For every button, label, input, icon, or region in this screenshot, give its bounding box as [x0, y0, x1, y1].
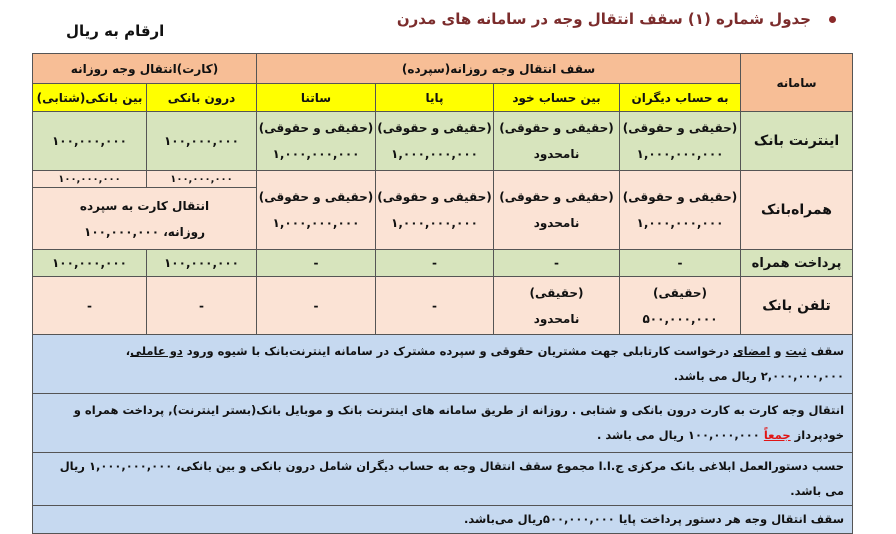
- cell-type: (حقیقی و حقوقی): [258, 121, 374, 135]
- cell-inter-bank: -: [33, 277, 147, 335]
- note-text: و: [770, 344, 786, 358]
- note-3: حسب دستورالعمل ابلاغی بانک مرکزی ج.ا.ا مجموع سقف انتقال وجه به حساب دیگران شامل درون بانکی و بین بانکی، ۱,۰۰۰,۰۰۰,۰۰۰ ریال می باشد.: [33, 453, 853, 506]
- note-text: ، ۲,۰۰۰,۰۰۰,۰۰۰ ریال می باشد.: [125, 344, 845, 383]
- page-title: [397, 10, 836, 28]
- header-to-others: به حساب دیگران: [620, 84, 741, 112]
- note-1: [33, 335, 853, 394]
- row-system: اینترنت بانک: [741, 112, 853, 171]
- header-system: سامانه: [741, 54, 853, 112]
- table-row-mobile-bank: [33, 171, 853, 188]
- cell-type: (حقیقی): [653, 285, 707, 300]
- row-system: همراه‌بانک: [741, 171, 853, 250]
- cell-value: ۱,۰۰۰,۰۰۰,۰۰۰: [391, 216, 478, 230]
- cell-type: (حقیقی و حقوقی): [499, 121, 614, 135]
- cell-intra-bank: ۱۰۰,۰۰۰,۰۰۰: [147, 171, 257, 188]
- note-highlight: جمعاً: [763, 428, 791, 442]
- cell-satna: -: [257, 277, 376, 335]
- cell-type: (حقیقی): [529, 285, 584, 300]
- cell-to-others: -: [620, 250, 741, 277]
- cell-type: (حقیقی و حقوقی): [622, 121, 738, 135]
- cell-value: ۱,۰۰۰,۰۰۰,۰۰۰: [272, 147, 360, 161]
- bullet-icon: [829, 16, 836, 23]
- table-row-telephone-bank: [33, 277, 853, 335]
- header-satna: ساتنا: [257, 84, 376, 112]
- table-row-mobile-payment: [33, 250, 853, 277]
- cell-satna: -: [257, 250, 376, 277]
- note-underlined: ثبت: [785, 344, 807, 358]
- header-between-own: بین حساب خود: [494, 84, 620, 112]
- cell-value: ۱,۰۰۰,۰۰۰,۰۰۰: [636, 147, 724, 161]
- row-system: تلفن بانک: [741, 277, 853, 335]
- note-4: سقف انتقال وجه هر دستور پرداخت پایا ۵۰۰,۰۰۰,۰۰۰ریال می‌باشد.: [33, 506, 853, 534]
- cell-intra-bank: ۱۰۰,۰۰۰,۰۰۰: [147, 250, 257, 277]
- cell-type: (حقیقی و حقوقی): [377, 121, 492, 135]
- cell-paya: -: [376, 250, 494, 277]
- row-system: پرداخت همراه: [741, 250, 853, 277]
- note-underlined: دو عاملی: [130, 344, 183, 358]
- cell-intra-bank: ۱۰۰,۰۰۰,۰۰۰: [147, 112, 257, 171]
- cell-to-others: [620, 171, 741, 250]
- header-inter-bank: بین بانکی(شتابی): [33, 84, 147, 112]
- units-label: ارقام به ریال: [66, 22, 165, 40]
- cell-paya: [376, 112, 494, 171]
- cell-satna: [257, 171, 376, 250]
- note-text: انتقال وجه کارت به کارت درون بانکی و شتابی . روزانه از طریق سامانه های اینترنت بانک و موبایل بانک(بستر اینترنت), پرداخت همراه و خودپرداز: [73, 403, 845, 442]
- cell-paya: -: [376, 277, 494, 335]
- cell-value: نامحدود: [533, 147, 580, 161]
- cell-between-own: [494, 171, 620, 250]
- cell-between-own: [494, 277, 620, 335]
- cell-value: ۵۰۰,۰۰۰,۰۰۰: [642, 311, 718, 326]
- cell-inter-bank: ۱۰۰,۰۰۰,۰۰۰: [33, 112, 147, 171]
- cell-paya: [376, 171, 494, 250]
- cell-card-to-deposit: [33, 188, 257, 250]
- cell-to-others: [620, 277, 741, 335]
- cell-type: (حقیقی و حقوقی): [499, 190, 614, 204]
- table-row-internet-bank: [33, 112, 853, 171]
- cell-inter-bank: ۱۰۰,۰۰۰,۰۰۰: [33, 250, 147, 277]
- note-underlined: امضای: [733, 344, 771, 358]
- cell-value: ۱,۰۰۰,۰۰۰,۰۰۰: [272, 216, 360, 230]
- note-text: ۱۰۰,۰۰۰,۰۰۰ ریال می باشد .: [596, 428, 764, 442]
- cell-value: نامحدود: [533, 311, 580, 326]
- note-text: درخواست کارتابلی جهت مشتریان حقوقی و سپرده مشترک در سامانه اینترنت‌بانک با شیوه ورود: [182, 344, 734, 358]
- cell-value: ۱,۰۰۰,۰۰۰,۰۰۰: [391, 147, 478, 161]
- cell-value: ۱,۰۰۰,۰۰۰,۰۰۰: [636, 216, 724, 230]
- cell-satna: [257, 112, 376, 171]
- card-to-deposit-label: انتقال کارت به سپرده: [79, 198, 210, 213]
- cell-type: (حقیقی و حقوقی): [258, 190, 374, 204]
- cell-inter-bank: ۱۰۰,۰۰۰,۰۰۰: [33, 171, 147, 188]
- header-deposit-group: سقف انتقال وجه روزانه(سپرده): [257, 54, 741, 84]
- note-2: [33, 394, 853, 453]
- cell-type: (حقیقی و حقوقی): [377, 190, 492, 204]
- header-intra-bank: درون بانکی: [147, 84, 257, 112]
- header-card-group: (کارت)انتقال وجه روزانه: [33, 54, 257, 84]
- cell-between-own: -: [494, 250, 620, 277]
- header-paya: پایا: [376, 84, 494, 112]
- cell-between-own: [494, 112, 620, 171]
- cell-value: نامحدود: [533, 216, 580, 230]
- note-text: سقف: [806, 344, 845, 358]
- cell-intra-bank: -: [147, 277, 257, 335]
- title-text: جدول شماره (۱) سقف انتقال وجه در سامانه های مدرن: [396, 10, 811, 28]
- cell-type: (حقیقی و حقوقی): [622, 190, 738, 204]
- transfer-limits-table: [32, 53, 853, 534]
- cell-to-others: [620, 112, 741, 171]
- card-to-deposit-value: روزانه، ۱۰۰,۰۰۰,۰۰۰: [84, 224, 205, 239]
